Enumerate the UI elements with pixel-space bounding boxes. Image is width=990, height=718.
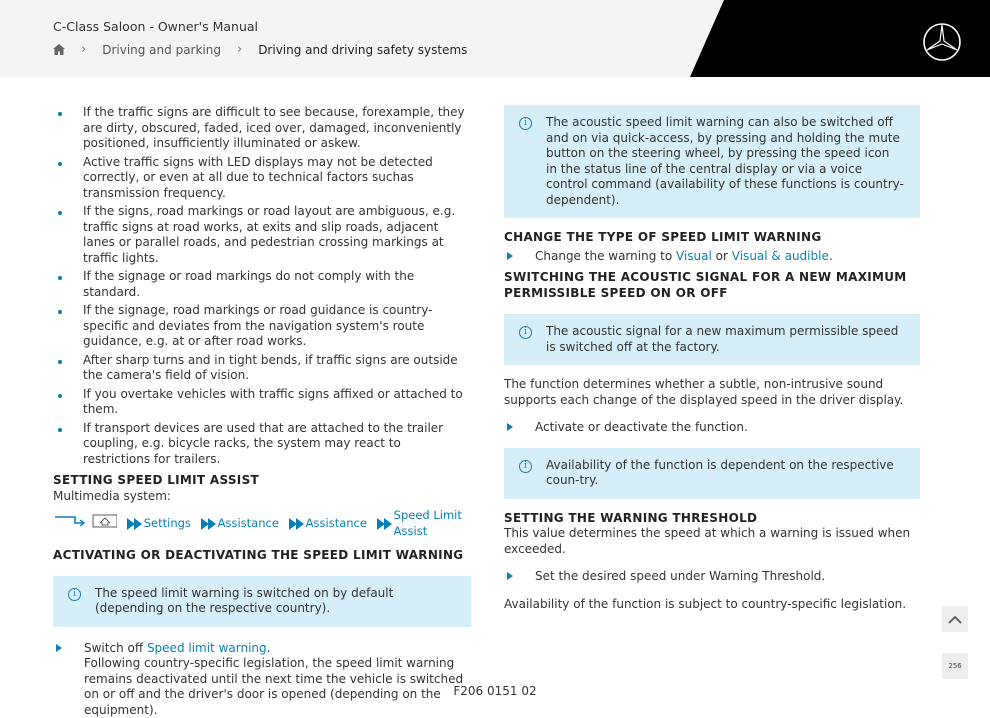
chevron-right-icon: ›	[81, 42, 86, 57]
step-text: Change the warning to	[535, 249, 672, 263]
info-text: The acoustic speed limit warning can also be switched off and on via quick-access, by pressing and holding the mute button on the steering wheel, by pressing the speed icon in the status line of the central display or via a voice control command (availability of these functions is country-dependent).	[546, 115, 904, 207]
list-item: After sharp turns and in tight bends, if traffic signs are outside the camera's field of vision.	[53, 353, 471, 384]
nav-assistance[interactable]: Assistance	[218, 516, 279, 532]
footer-code: F206 0151 02	[0, 684, 990, 698]
right-column	[504, 105, 920, 612]
system-menu-icon	[53, 514, 117, 533]
info-box-availability	[504, 448, 920, 499]
nav-path	[53, 508, 471, 539]
manual-title: C-Class Saloon - Owner's Manual	[53, 19, 258, 34]
info-box-default	[53, 576, 471, 627]
scroll-up-button[interactable]	[942, 606, 968, 632]
step-note: Following country-specific legislation, the speed limit warning remains deactivated until the next time the vehicle is switched on or off and the driver's door is opened (depending on the equipment).	[84, 656, 471, 718]
info-box-quick-access	[504, 105, 920, 218]
nav-settings[interactable]: Settings	[144, 516, 191, 532]
info-text: The speed limit warning is switched on by default (depending on the respective country).	[95, 586, 393, 616]
home-icon[interactable]	[53, 44, 65, 55]
setting-heading: SETTING SPEED LIMIT ASSIST	[53, 473, 471, 489]
breadcrumb	[53, 42, 467, 57]
availability-text: Availability of the function is subject to country-specific legislation.	[504, 597, 920, 613]
info-text: The acoustic signal for a new maximum permissible speed is switched off at the factory.	[546, 324, 898, 354]
list-item: If the signage, road markings or road guidance is country-specific and deviates from the navigation system's route guidance, e.g. at or after road works.	[53, 303, 471, 350]
nav-assistance-2[interactable]: Assistance	[306, 516, 367, 532]
step-suffix: .	[829, 249, 833, 263]
type-step	[504, 249, 920, 265]
activating-heading: ACTIVATING OR DEACTIVATING THE SPEED LIMIT WARNING	[53, 548, 471, 564]
breadcrumb-driving-safety[interactable]: Driving and driving safety systems	[258, 43, 467, 57]
list-item: Active traffic signs with LED displays may not be detected correctly, or even at all due to technical factors suchas transmission frequency.	[53, 155, 471, 202]
visual-audible-link[interactable]: Visual & audible	[732, 249, 829, 263]
mercedes-star-logo[interactable]	[922, 22, 962, 66]
step-suffix: .	[267, 641, 271, 655]
info-icon: i	[68, 588, 81, 601]
info-icon: i	[519, 117, 532, 130]
chevron-right-icon: ›	[237, 42, 242, 57]
multimedia-label: Multimedia system:	[53, 489, 471, 505]
switch-off-step	[53, 641, 471, 718]
speed-limit-warning-link[interactable]: Speed limit warning	[147, 641, 267, 655]
limitations-list	[53, 105, 471, 467]
type-heading: CHANGE THE TYPE OF SPEED LIMIT WARNING	[504, 230, 920, 246]
left-column	[53, 105, 471, 718]
visual-link[interactable]: Visual	[676, 249, 712, 263]
list-item: If you overtake vehicles with traffic signs affixed or attached to them.	[53, 387, 471, 418]
threshold-text: This value determines the speed at which a warning is issued when exceeded.	[504, 526, 920, 557]
double-arrow-icon	[201, 518, 213, 530]
or-text: or	[716, 249, 728, 263]
list-item: If the signs, road markings or road layout are ambiguous, e.g. traffic signs at road works, at exits and slip roads, adjacent lanes or parallel roads, and pedestrian crossing markings at traffic lights.	[53, 204, 471, 266]
breadcrumb-driving-parking[interactable]: Driving and parking	[102, 43, 221, 57]
info-icon: i	[519, 460, 532, 473]
function-text: The function determines whether a subtle, non-intrusive sound supports each change of the displayed speed in the driver display.	[504, 377, 920, 408]
nav-speed-limit-assist[interactable]: Speed Limit Assist	[394, 508, 471, 539]
double-arrow-icon	[127, 518, 139, 530]
double-arrow-icon	[289, 518, 301, 530]
step-text: Switch off	[84, 641, 143, 655]
list-item: If the signage or road markings do not comply with the standard.	[53, 269, 471, 300]
page-number-badge[interactable]	[942, 653, 968, 679]
threshold-step: Set the desired speed under Warning Threshold.	[504, 569, 920, 585]
info-icon: i	[519, 326, 532, 339]
activate-step: Activate or deactivate the function.	[504, 420, 920, 436]
signal-heading: SWITCHING THE ACOUSTIC SIGNAL FOR A NEW MAXIMUM PERMISSIBLE SPEED ON OR OFF	[504, 270, 920, 301]
page-header	[0, 0, 990, 77]
page-number: 256	[948, 662, 961, 670]
list-item: If transport devices are used that are attached to the trailer coupling, e.g. bicycle racks, the system may react to restrictions for trailers.	[53, 421, 471, 468]
double-arrow-icon	[377, 518, 389, 530]
info-box-signal	[504, 314, 920, 365]
chevron-up-icon	[948, 615, 962, 624]
list-item: If the traffic signs are difficult to see because, forexample, they are dirty, obscured, faded, iced over, damaged, inconveniently positioned, insufficiently illuminated or askew.	[53, 105, 471, 152]
info-text: Availability of the function is dependent on the respective coun-try.	[546, 458, 894, 488]
threshold-heading: SETTING THE WARNING THRESHOLD	[504, 511, 920, 527]
